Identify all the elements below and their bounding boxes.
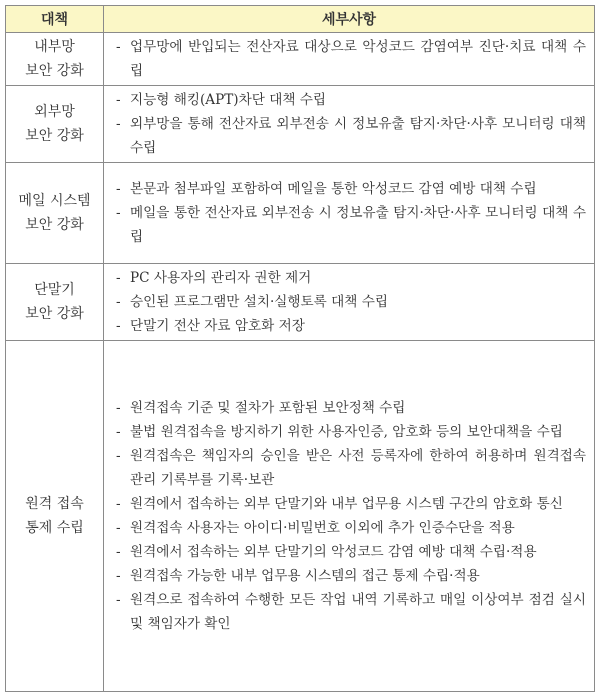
dash-bullet: -: [116, 400, 121, 416]
dash-bullet: -: [116, 496, 121, 512]
details-cell: [104, 163, 595, 264]
category-cell: [6, 341, 104, 692]
category-line: 내부망: [34, 39, 75, 55]
table-row: [6, 163, 595, 264]
table-header-row: [6, 6, 595, 33]
category-line: 보안 강화: [25, 128, 84, 144]
dash-bullet: -: [116, 294, 121, 310]
detail-item: - 단말기 전산 자료 암호화 저장: [116, 314, 586, 338]
details-cell: [104, 264, 595, 341]
details-cell: [104, 33, 595, 86]
category-line: 보안 강화: [25, 306, 84, 322]
detail-item: - 원격접속 사용자는 아이디·비밀번호 이외에 추가 인증수단을 적용: [116, 516, 586, 540]
details-cell: [104, 86, 595, 163]
category-line: 원격 접속: [25, 496, 84, 512]
table-row: [6, 86, 595, 163]
detail-item: - 원격접속 기준 및 절차가 포함된 보안정책 수립: [116, 396, 586, 420]
category-cell: [6, 33, 104, 86]
detail-item: - 불법 원격접속을 방지하기 위한 사용자인증, 암호화 등의 보안대책을 수립: [116, 420, 586, 444]
dash-bullet: -: [116, 39, 121, 55]
header-measure: 대책: [6, 6, 104, 33]
category-line: 메일 시스템: [18, 193, 91, 209]
dash-bullet: -: [116, 116, 121, 132]
dash-bullet: -: [116, 448, 121, 464]
category-cell: [6, 163, 104, 264]
category-line: 외부망: [34, 104, 75, 120]
detail-item: - 승인된 프로그램만 설치·실행토록 대책 수립: [116, 290, 586, 314]
category-line: 통제 수립: [25, 520, 84, 536]
detail-item: - 원격에서 접속하는 외부 단말기와 내부 업무용 시스템 구간의 암호화 통신: [116, 492, 586, 516]
detail-item: - 원격접속 가능한 내부 업무용 시스템의 접근 통제 수립·적용: [116, 564, 586, 588]
detail-item: - 업무망에 반입되는 전산자료 대상으로 악성코드 감염여부 진단·치료 대책 수립: [116, 35, 586, 83]
security-measures-table-container: [5, 5, 594, 692]
dash-bullet: -: [116, 92, 121, 108]
dash-bullet: -: [116, 318, 121, 334]
dash-bullet: -: [116, 568, 121, 584]
category-line: 보안 강화: [25, 63, 84, 79]
category-cell: [6, 264, 104, 341]
dash-bullet: -: [116, 592, 121, 608]
security-measures-table: [5, 5, 595, 692]
dash-bullet: -: [116, 544, 121, 560]
details-cell: [104, 341, 595, 692]
category-cell: [6, 86, 104, 163]
detail-item: - 원격으로 접속하여 수행한 모든 작업 내역 기록하고 매일 이상여부 점검 실시 및 책임자가 확인: [116, 588, 586, 636]
category-line: 단말기: [34, 282, 75, 298]
detail-item: - PC 사용자의 관리자 권한 제거: [116, 266, 586, 290]
header-details: 세부사항: [104, 6, 595, 33]
dash-bullet: -: [116, 270, 121, 286]
table-row: [6, 33, 595, 86]
dash-bullet: -: [116, 424, 121, 440]
detail-item: - 메일을 통한 전산자료 외부전송 시 정보유출 탐지·차단·사후 모니터링 대책 수립: [116, 201, 586, 249]
dash-bullet: -: [116, 520, 121, 536]
category-line: 보안 강화: [25, 217, 84, 233]
detail-item: - 지능형 해킹(APT)차단 대책 수립: [116, 88, 586, 112]
table-row: [6, 264, 595, 341]
detail-item: - 원격에서 접속하는 외부 단말기의 악성코드 감염 예방 대책 수립·적용: [116, 540, 586, 564]
table-row: [6, 341, 595, 692]
detail-item: - 본문과 첨부파일 포함하여 메일을 통한 악성코드 감염 예방 대책 수립: [116, 177, 586, 201]
dash-bullet: -: [116, 205, 121, 221]
detail-item: - 외부망을 통해 전산자료 외부전송 시 정보유출 탐지·차단·사후 모니터링 대책 수립: [116, 112, 586, 160]
dash-bullet: -: [116, 181, 121, 197]
detail-item: - 원격접속은 책임자의 승인을 받은 사전 등록자에 한하여 허용하며 원격접속 관리 기록부를 기록·보관: [116, 444, 586, 492]
